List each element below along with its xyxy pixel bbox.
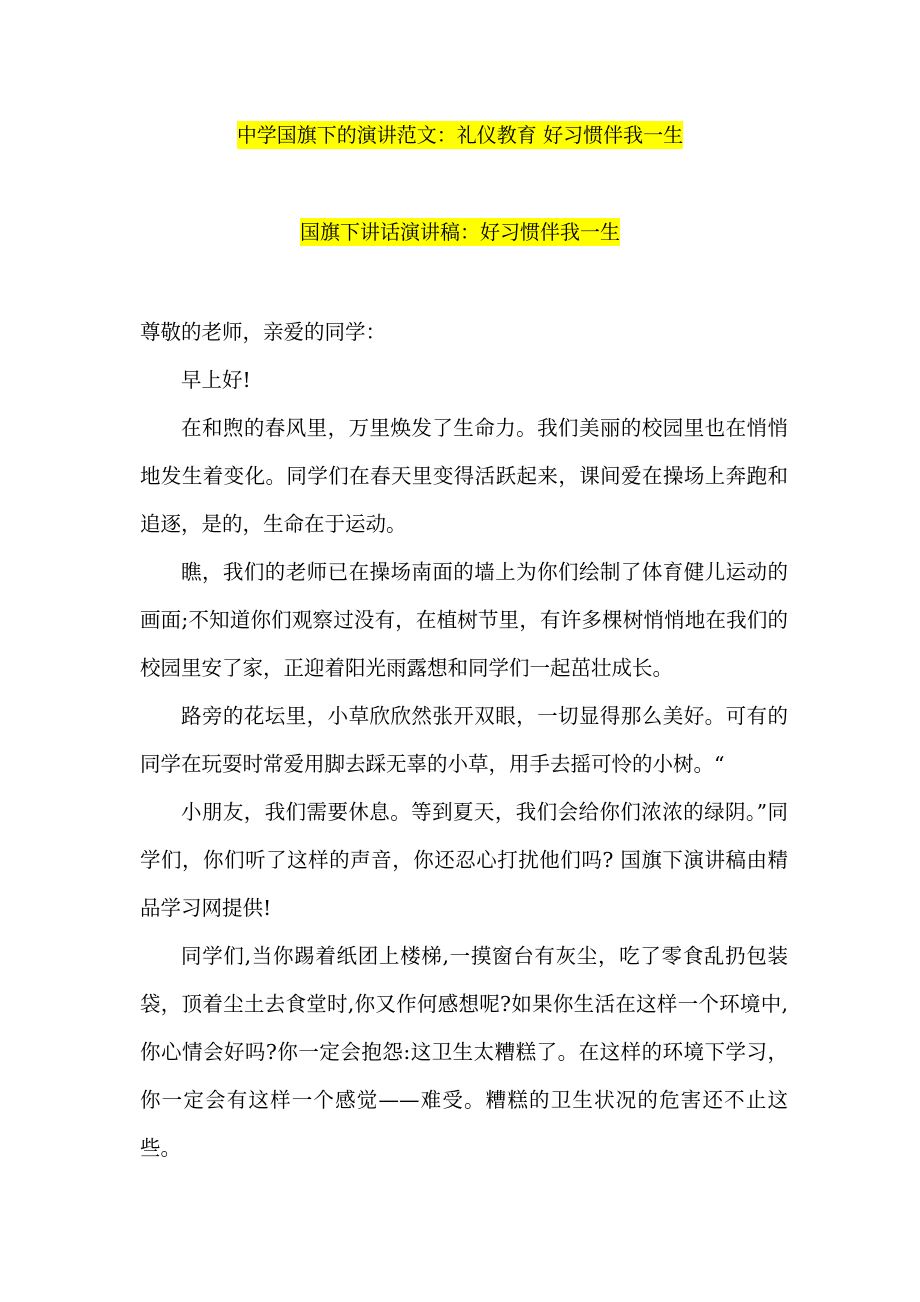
document-title-text: 中学国旗下的演讲范文：礼仪教育 好习惯伴我一生	[236, 123, 684, 147]
document-title	[0, 120, 920, 150]
salutation: 尊敬的老师，亲爱的同学：	[140, 320, 386, 344]
paragraph-flowerbed: 路旁的花坛里，小草欣欣然张开双眼，一切显得那么美好。可有的同学在玩耍时常爱用脚去踩无辜的小草，用手去摇可怜的小树。“	[140, 704, 788, 776]
document-subtitle	[0, 217, 920, 247]
paragraph-campus: 瞧，我们的老师已在操场南面的墙上为你们绘制了体育健儿运动的画面;不知道你们观察过没有，在植树节里，有许多棵树悄悄地在我们的校园里安了家，正迎着阳光雨露想和同学们一起茁壮成长。	[140, 560, 788, 680]
salutation-block	[140, 308, 788, 356]
paragraph-hygiene: 同学们,当你踢着纸团上楼梯,一摸窗台有灰尘，吃了零食乱扔包装袋，顶着尘土去食堂时,你又作何感想呢?如果你生活在这样一个环境中,你心情会好吗?你一定会抱怨:这卫生太糟糕了。在这样的环境下学习，你一定会有这样一个感觉——难受。糟糕的卫生状况的危害还不止这些。	[140, 944, 788, 1160]
paragraph-greeting: 早上好!	[181, 368, 251, 392]
document-subtitle-text: 国旗下讲话演讲稿：好习惯伴我一生	[300, 220, 620, 244]
speech-body	[140, 356, 788, 1172]
paragraph-spring: 在和煦的春风里，万里焕发了生命力。我们美丽的校园里也在悄悄地发生着变化。同学们在春天里变得活跃起来，课间爱在操场上奔跑和追逐，是的，生命在于运动。	[140, 416, 788, 536]
paragraph-grass-voice: 小朋友，我们需要休息。等到夏天，我们会给你们浓浓的绿阴。”同学们，你们听了这样的声音，你还忍心打扰他们吗? 国旗下演讲稿由精品学习网提供!	[140, 800, 788, 920]
